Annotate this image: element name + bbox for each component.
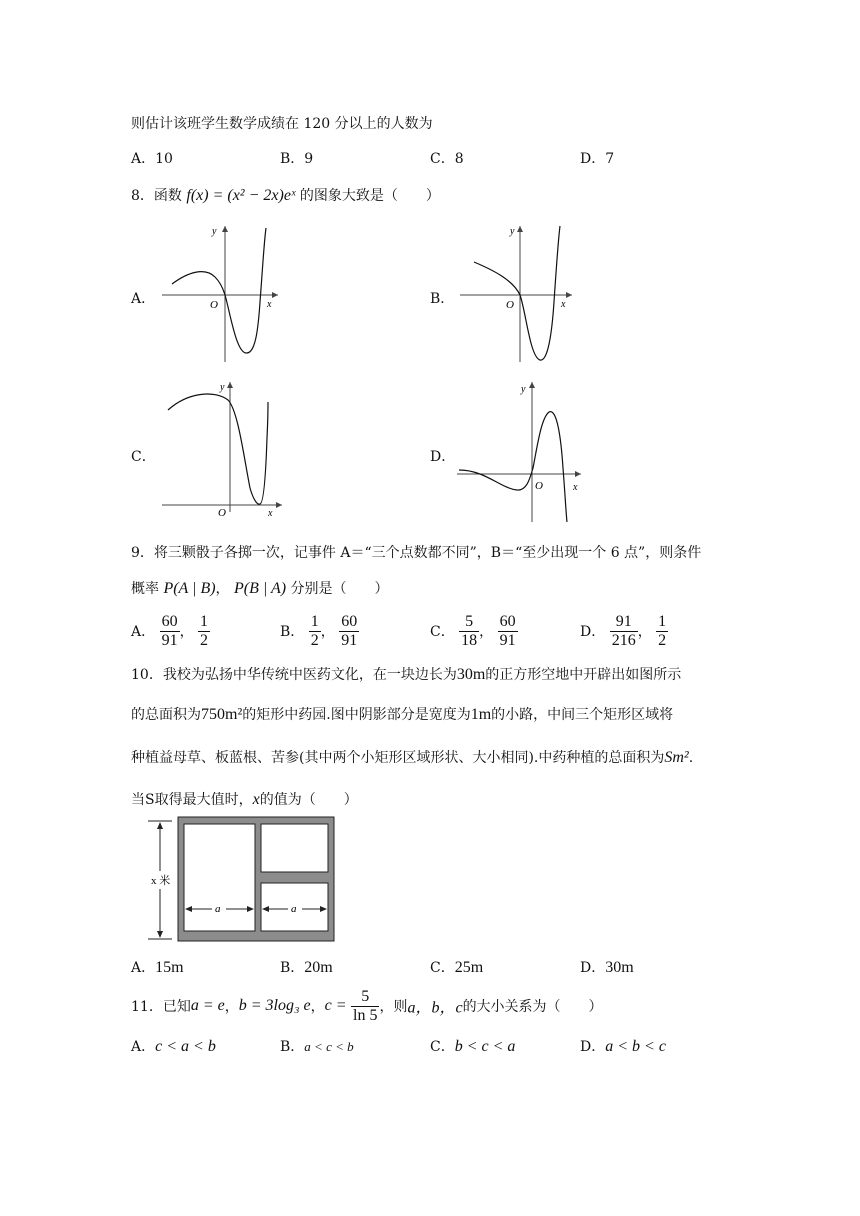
q8-option-a-label: A． xyxy=(131,291,156,307)
axis-y-label: y xyxy=(220,382,225,393)
q9-option-d: D． $\frac{91}{216}$ ， $\frac{1}{2}$ xyxy=(580,613,667,649)
q8-graph-c xyxy=(160,378,285,518)
q10-line1: 10．我校为弘扬中华传统中医药文化，在一块边长为30m的正方形空地中开辟出如图所示 xyxy=(131,666,682,683)
axis-y-label: y xyxy=(212,226,217,237)
q8-option-b-label: B． xyxy=(430,291,455,307)
q7-option-d: D．7 xyxy=(580,151,615,167)
q11-option-d: D．a < b < c xyxy=(580,1038,666,1055)
q8-option-d-label: D． xyxy=(430,449,456,465)
origin-label: O xyxy=(210,299,218,311)
q10-option-a: A．15m xyxy=(131,959,184,976)
q11-option-c: C．b < c < a xyxy=(430,1038,516,1055)
x-meters-label: x 米 xyxy=(151,875,171,887)
axis-x-label: x xyxy=(268,508,273,518)
q9-option-a: A． $\frac{60}{91}$ ， $\frac{1}{2}$ xyxy=(131,613,209,649)
q11-option-a: A．c < a < b xyxy=(131,1038,216,1055)
q10-option-b: B．20m xyxy=(280,959,333,976)
q10-line4: 当S取得最大值时，x的值为（ ） xyxy=(131,791,358,808)
q9-option-b: B． $\frac{1}{2}$ ， $\frac{60}{91}$ xyxy=(280,613,358,649)
axis-x-label: x xyxy=(573,482,578,493)
axis-y-label: y xyxy=(510,226,515,237)
q7-option-b: B．9 xyxy=(280,151,314,167)
q11-stem: 11．已知a = e，b = 3log₃ e，c = $\frac{5}{\ln 5}$ ，则a，b，c的大小关系为（ ） xyxy=(131,988,603,1024)
q9-p-b-given-a: P(B | A) xyxy=(234,580,287,597)
q8-graph-b xyxy=(458,222,578,364)
q10-garden-diagram xyxy=(130,813,340,947)
q8-graph-a xyxy=(160,222,280,364)
q7-tail-text: 则估计该班学生数学成绩在 120 分以上的人数为 xyxy=(131,116,433,132)
axis-y-label: y xyxy=(521,384,526,395)
axis-x-label: x xyxy=(561,299,566,310)
q10-line3: 种植益母草、板蓝根、苦参(其中两个小矩形区域形状、大小相同).中药种植的总面积为Sm². xyxy=(131,749,694,766)
q7-option-a: A．10 xyxy=(131,151,173,167)
origin-label: O xyxy=(506,299,514,311)
q9-option-c: C． $\frac{5}{18}$ ， $\frac{60}{91}$ xyxy=(430,613,516,649)
axis-x-label: x xyxy=(267,299,272,310)
q7-option-c: C．8 xyxy=(430,151,464,167)
a-label-left: a xyxy=(215,903,221,915)
q8-formula: f(x) = (x² − 2x)eˣ xyxy=(186,187,296,204)
origin-label: O xyxy=(535,480,543,492)
q10-option-c: C．25m xyxy=(430,959,484,976)
q8-option-c-label: C． xyxy=(131,449,156,465)
q11-option-b: B．a < c < b xyxy=(280,1039,354,1055)
q9-p-a-given-b: P(A | B) xyxy=(163,580,216,597)
q8-graph-d xyxy=(455,378,585,524)
origin-label: O xyxy=(218,507,226,518)
q9-line1: 9．将三颗骰子各掷一次，记事件 A＝“三个点数都不同”，B＝“至少出现一个 6 点”，则条件 xyxy=(131,545,702,561)
q8-stem: 8．函数 f(x) = (x² − 2x)eˣ 的图象大致是（ ） xyxy=(131,187,440,204)
q10-line2: 的总面积为750m²的矩形中药园.图中阴影部分是宽度为1m的小路，中间三个矩形区域将 xyxy=(131,706,674,723)
q10-option-d: D．30m xyxy=(580,959,634,976)
q9-line2: 概率 P(A | B)， P(B | A) 分别是（ ） xyxy=(131,580,389,597)
a-label-right: a xyxy=(291,903,297,915)
